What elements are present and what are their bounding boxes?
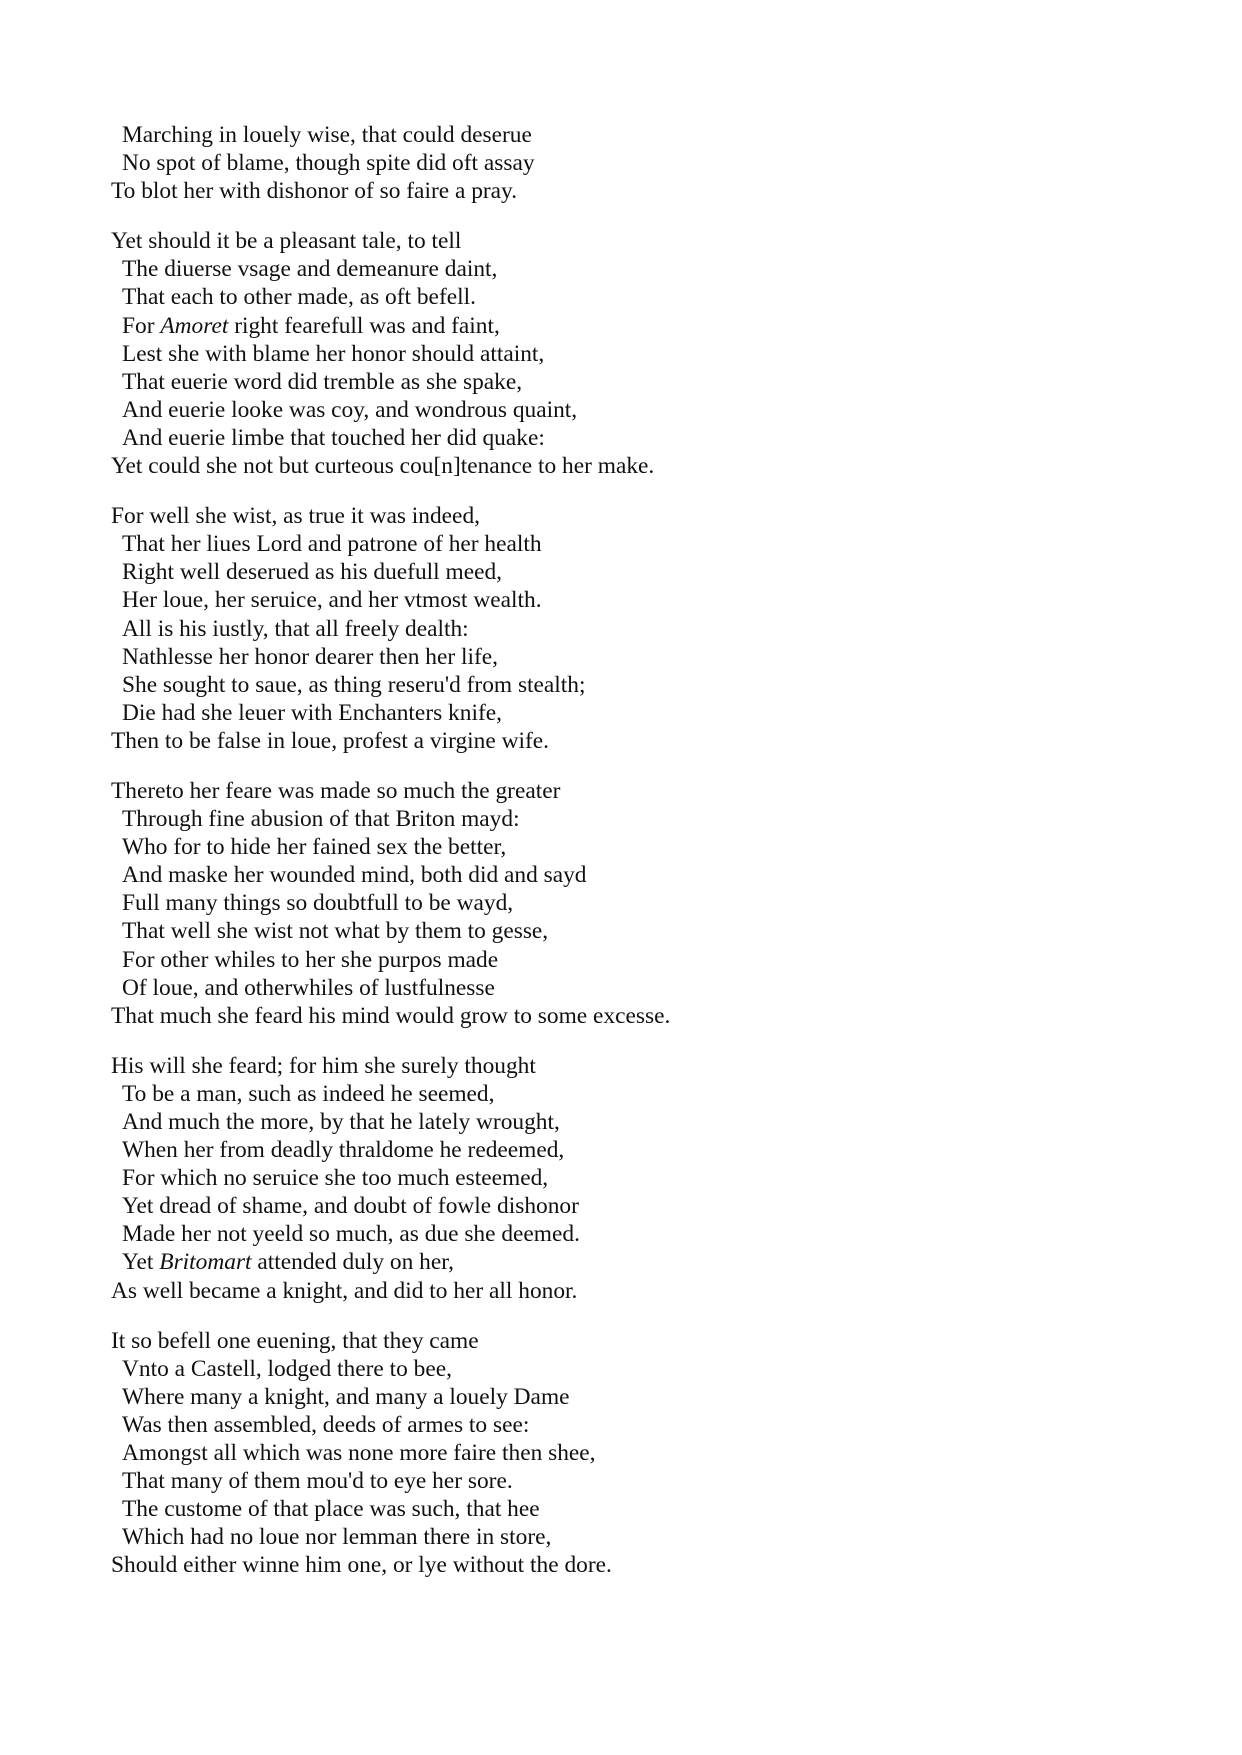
verse-line: [111, 558, 1161, 586]
verse-text: And much the more, by that he lately wrought,: [122, 1109, 560, 1135]
verse-text: Yet: [122, 1249, 160, 1276]
verse-line: [111, 368, 1161, 396]
verse-text: That many of them mou'd to eye her sore.: [122, 1468, 513, 1495]
verse-text: Of loue, and otherwhiles of lustfulnesse: [122, 974, 495, 1001]
verse-text: For which no seruice she too much esteemed,: [122, 1165, 549, 1192]
verse-line: [111, 777, 1161, 805]
italic-name: Amoret: [160, 312, 229, 339]
verse-line: [111, 283, 1161, 311]
verse-text: Marching in louely wise, that could deserue: [122, 122, 532, 148]
verse-text: Was then assembled, deeds of armes to see:: [122, 1411, 530, 1438]
verse-line: [111, 149, 1161, 177]
verse-text: Lest she with blame her honor should attaint,: [122, 340, 545, 367]
verse-line: [111, 586, 1161, 614]
verse-line: [111, 889, 1161, 917]
verse-text: Full many things so doubtfull to be wayd,: [122, 890, 514, 917]
verse-line: [111, 424, 1161, 452]
verse-line: [111, 974, 1161, 1002]
verse-text: That her liues Lord and patrone of her health: [122, 531, 542, 558]
verse-text: The diuerse vsage and demeanure daint,: [122, 256, 498, 283]
verse-line: [111, 1052, 1161, 1080]
verse-text: To be a man, such as indeed he seemed,: [122, 1080, 495, 1107]
verse-line: [111, 1192, 1161, 1220]
verse-line: [111, 452, 1161, 480]
verse-line: [111, 340, 1161, 368]
verse-line: [111, 396, 1161, 424]
verse-line: [111, 727, 1161, 755]
verse-line: [111, 530, 1161, 558]
verse-text: Thereto her feare was made so much the greater: [111, 777, 561, 804]
stanza: [111, 777, 1161, 1030]
verse-line: [111, 121, 1161, 149]
verse-text: For well she wist, as true it was indeed,: [111, 503, 480, 530]
verse-text: The custome of that place was such, that hee: [122, 1496, 540, 1523]
verse-text: Her loue, her seruice, and her vtmost wealth.: [122, 587, 542, 614]
verse-text: To blot her with dishonor of so faire a pray.: [111, 178, 518, 205]
verse-text: right fearefull was and faint,: [228, 312, 500, 339]
stanza: [111, 121, 1161, 205]
verse-text: Right well deserued as his duefull meed,: [122, 559, 503, 586]
verse-text: Vnto a Castell, lodged there to bee,: [122, 1355, 452, 1382]
verse-line: [111, 177, 1161, 205]
verse-text: Who for to hide her fained sex the better,: [122, 834, 507, 861]
verse-line: [111, 1248, 1161, 1276]
verse-text: For: [122, 312, 161, 339]
verse-line: [111, 615, 1161, 643]
verse-line: [111, 1439, 1161, 1467]
verse-line: [111, 1467, 1161, 1495]
verse-line: [111, 1495, 1161, 1523]
verse-text: As well became a knight, and did to her all honor.: [111, 1277, 578, 1304]
stanza: [111, 502, 1161, 755]
verse-text: It so befell one euening, that they came: [111, 1327, 479, 1354]
stanza: [111, 227, 1161, 480]
verse-line: [111, 1383, 1161, 1411]
verse-line: [111, 1551, 1161, 1579]
stanza: [111, 1327, 1161, 1580]
verse-text: And euerie limbe that touched her did quake:: [122, 424, 545, 451]
verse-text: When her from deadly thraldome he redeemed,: [122, 1137, 565, 1164]
verse-text: All is his iustly, that all freely dealth:: [122, 615, 469, 642]
verse-text: Die had she leuer with Enchanters knife,: [122, 699, 502, 726]
verse-line: [111, 1108, 1161, 1136]
italic-name: Britomart: [159, 1249, 252, 1276]
verse-line: [111, 1327, 1161, 1355]
verse-line: [111, 502, 1161, 530]
verse-text: That each to other made, as oft befell.: [122, 284, 476, 311]
verse-line: [111, 643, 1161, 671]
verse-line: [111, 1523, 1161, 1551]
verse-line: [111, 1277, 1161, 1305]
verse-line: [111, 699, 1161, 727]
verse-text: That well she wist not what by them to gesse,: [122, 918, 549, 945]
verse-line: [111, 1411, 1161, 1439]
verse-text: Which had no loue nor lemman there in store,: [122, 1524, 552, 1551]
verse-text: attended duly on her,: [251, 1249, 454, 1276]
verse-line: [111, 312, 1161, 340]
verse-text: Through fine abusion of that Briton mayd:: [122, 806, 520, 833]
verse-line: [111, 1220, 1161, 1248]
verse-line: [111, 946, 1161, 974]
verse-text: That euerie word did tremble as she spake,: [122, 368, 523, 395]
poem-text: [111, 121, 1161, 1602]
verse-text: Yet dread of shame, and doubt of fowle dishonor: [122, 1193, 579, 1220]
verse-text: Yet could she not but curteous cou[n]tenance to her make.: [111, 453, 655, 480]
verse-line: [111, 1080, 1161, 1108]
verse-line: [111, 255, 1161, 283]
verse-line: [111, 917, 1161, 945]
verse-line: [111, 1355, 1161, 1383]
verse-line: [111, 861, 1161, 889]
verse-line: [111, 1136, 1161, 1164]
verse-text: Where many a knight, and many a louely Dame: [122, 1383, 570, 1410]
verse-text: That much she feard his mind would grow to some excesse.: [111, 1002, 671, 1029]
verse-text: His will she feard; for him she surely thought: [111, 1052, 536, 1079]
verse-line: [111, 1164, 1161, 1192]
verse-line: [111, 671, 1161, 699]
verse-text: Made her not yeeld so much, as due she deemed.: [122, 1221, 580, 1248]
verse-line: [111, 833, 1161, 861]
verse-line: [111, 227, 1161, 255]
verse-text: Should either winne him one, or lye without the dore.: [111, 1552, 612, 1579]
verse-text: Amongst all which was none more faire then shee,: [122, 1440, 596, 1467]
stanza: [111, 1052, 1161, 1305]
verse-text: Nathlesse her honor dearer then her life,: [122, 643, 499, 670]
verse-text: And euerie looke was coy, and wondrous quaint,: [122, 396, 578, 423]
verse-text: For other whiles to her she purpos made: [122, 946, 499, 973]
verse-text: No spot of blame, though spite did oft assay: [122, 150, 535, 177]
verse-line: [111, 1002, 1161, 1030]
verse-text: She sought to saue, as thing reseru'd from stealth;: [122, 671, 586, 698]
verse-text: And maske her wounded mind, both did and sayd: [122, 862, 587, 889]
verse-text: Yet should it be a pleasant tale, to tell: [111, 228, 462, 255]
verse-line: [111, 805, 1161, 833]
verse-text: Then to be false in loue, profest a virgine wife.: [111, 727, 550, 754]
